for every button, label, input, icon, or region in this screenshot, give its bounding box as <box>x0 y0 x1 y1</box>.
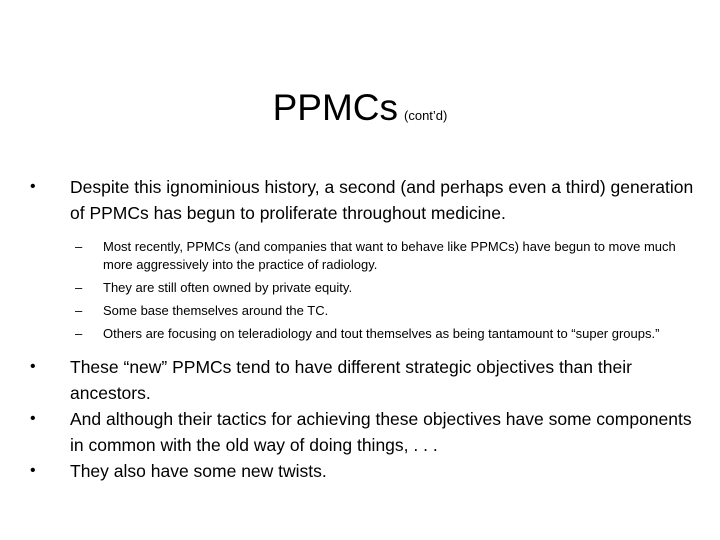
slide-title <box>36 86 684 138</box>
dash-marker: – <box>75 303 83 318</box>
sub-bullet-text: Most recently, PPMCs (and companies that want to behave like PPMCs) have begun to move much more aggressively into the practice of radiology. <box>103 239 676 272</box>
bullet-item <box>26 406 694 458</box>
bullet-text: And although their tactics for achieving these objectives have some components in common with the old way of doing things, . . . <box>70 409 692 455</box>
title-suffix: (cont’d) <box>404 108 448 123</box>
sub-bullet-text: Others are focusing on teleradiology and tout themselves as being tantamount to “super groups.” <box>103 326 660 341</box>
dash-marker: – <box>75 280 83 295</box>
dash-marker: – <box>75 326 83 341</box>
dash-marker: – <box>75 239 83 254</box>
bullet-text: Despite this ignominious history, a second (and perhaps even a third) generation of PPMCs has begun to proliferate throughout medicine. <box>70 177 694 223</box>
sub-bullet-text: They are still often owned by private equity. <box>103 280 353 295</box>
sub-bullet-list <box>26 238 694 343</box>
sub-bullet-text: Some base themselves around the TC. <box>103 303 329 318</box>
bullet-text: They also have some new twists. <box>70 461 327 481</box>
bullet-marker: • <box>30 462 36 479</box>
bullet-marker: • <box>30 178 36 195</box>
bullet-item <box>26 354 694 406</box>
sub-bullet-item <box>26 279 694 297</box>
bullet-marker: • <box>30 358 36 375</box>
slide-body <box>26 174 694 484</box>
sub-bullet-item <box>26 302 694 320</box>
bullet-item <box>26 458 694 484</box>
bullet-marker: • <box>30 410 36 427</box>
bullet-text: These “new” PPMCs tend to have different strategic objectives than their ancestors. <box>70 357 632 403</box>
title-text: PPMCs <box>272 87 399 128</box>
bullet-item <box>26 174 694 226</box>
sub-bullet-item <box>26 238 694 274</box>
sub-bullet-item <box>26 325 694 343</box>
